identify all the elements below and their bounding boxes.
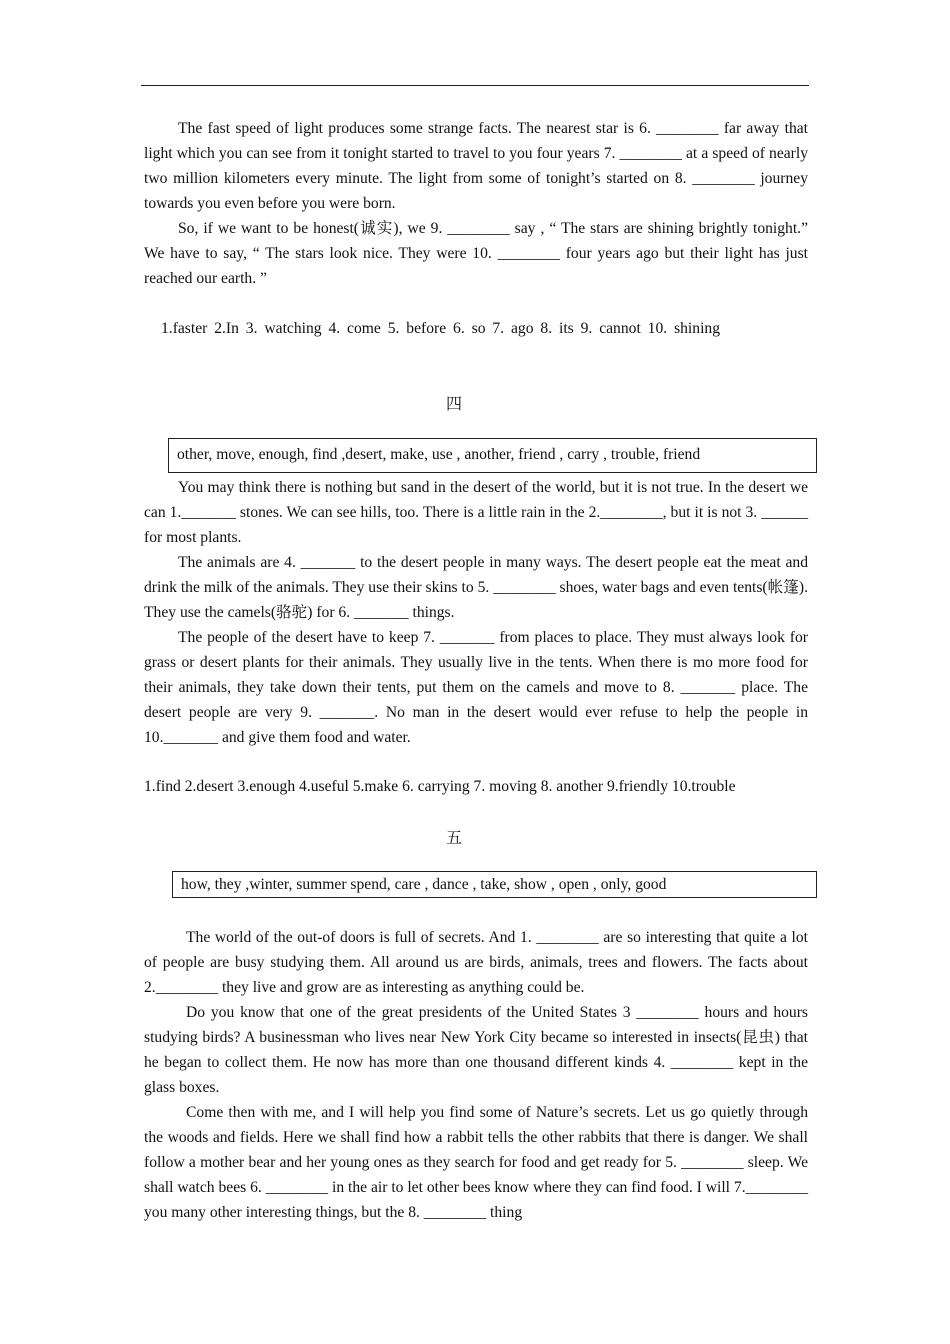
part4-paragraph-1: You may think there is nothing but sand in the desert of the world, but it is not true. In the desert we can 1._______ stones. We can see hills, too. There is a little rain in the 2.________, but it is not 3. ______ for most plants. <box>144 479 808 546</box>
part4-title: 四 <box>445 396 462 413</box>
part3-paragraph-1: The fast speed of light produces some strange facts. The nearest star is 6. ________ far away that light which you can see from it tonight started to travel to you four years 7. ________ at a speed of nearly two million kilometers every minute. The light from some of tonight’s started on 8. ________ journey towards you even before you were born. <box>144 120 808 212</box>
part4-paragraph-2: The animals are 4. _______ to the desert people in many ways. The desert people eat the meat and drink the milk of the animals. They use their skins to 5. ________ shoes, water bags and even tents(帐篷). They use the camels(骆驼) for 6. _______ things. <box>144 554 808 621</box>
part4-word-box: other, move, enough, find ,desert, make, use , another, friend , carry , trouble, friend <box>168 438 817 473</box>
part3-paragraph-2: So, if we want to be honest(诚实), we 9. ________ say , “ The stars are shining brightly tonight.” We have to say, “ The stars look nice. They were 10. ________ four years ago but their light has just reached our earth. ” <box>144 220 808 287</box>
header-rule <box>141 85 809 86</box>
part5-title: 五 <box>445 830 462 847</box>
part3-passage <box>144 116 808 291</box>
part3-answers-block <box>161 316 821 341</box>
part4-passage <box>144 475 808 750</box>
part4-paragraph-3: The people of the desert have to keep 7. _______ from places to place. They must always look for grass or desert plants for their animals. They usually live in the tents. When there is mo more food for their animals, they take down their tents, put them on the camels and move to 8. _______ place. The desert people are very 9. _______. No man in the desert would ever refuse to help the people in 10._______ and give them food and water. <box>144 629 808 746</box>
part5-word-box: how, they ,winter, summer spend, care , dance , take, show , open , only, good <box>172 871 817 898</box>
part5-paragraph-2: Do you know that one of the great presidents of the United States 3 ________ hours and hours studying birds? A businessman who lives near New York City became so interested in insects(昆虫) that he began to collect them. He now has more than one thousand different kinds 4. ________ kept in the glass boxes. <box>144 1004 808 1096</box>
part4-answers: 1.find 2.desert 3.enough 4.useful 5.make 6. carrying 7. moving 8. another 9.friendly 10.trouble <box>144 778 736 795</box>
part5-paragraph-1: The world of the out-of doors is full of secrets. And 1. ________ are so interesting that quite a lot of people are busy studying them. All around us are birds, animals, trees and flowers. The facts about 2.________ they live and grow are as interesting as anything could be. <box>144 929 808 996</box>
part4-answers-block <box>144 774 808 799</box>
part5-passage <box>144 925 808 1225</box>
part5-paragraph-3: Come then with me, and I will help you find some of Nature’s secrets. Let us go quietly through the woods and fields. Here we shall find how a rabbit tells the other rabbits that there is danger. We shall follow a mother bear and her young ones as they search for food and get ready for 5. ________ sleep. We shall watch bees 6. ________ in the air to let other bees know where they can find food. I will 7.________ you many other interesting things, but the 8. ________ thing <box>144 1104 808 1221</box>
part3-answers: 1.faster 2.In 3. watching 4. come 5. before 6. so 7. ago 8. its 9. cannot 10. shining <box>161 320 720 337</box>
